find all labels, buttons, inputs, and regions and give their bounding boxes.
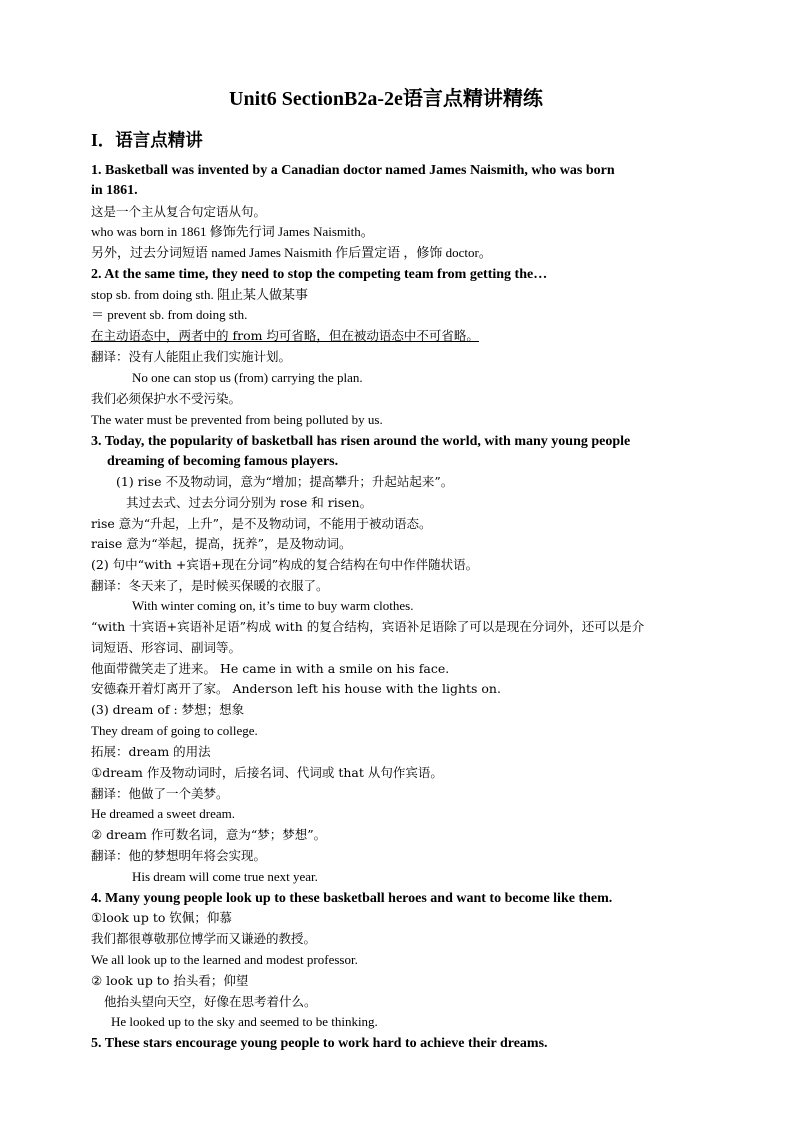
translation-prompt: 翻译：他做了一个美梦。: [91, 786, 229, 801]
note-line: 另外，过去分词短语 named James Naismith 作后置定语 ，修饰 doctor。: [91, 245, 492, 260]
example-sentence: They dream of going to college.: [91, 723, 258, 738]
question-3-line-2: dreaming of becoming famous players.: [107, 454, 339, 469]
question-3-line-1: 3. Today, the popularity of basketball has risen around the world, with many young people: [91, 434, 631, 449]
section-heading: I．语言点精讲: [91, 130, 203, 150]
example-pair: 安德森开着灯离开了家。 Anderson left his house with the lights on.: [91, 681, 501, 696]
translation-prompt: 翻译：冬天来了，是时候买保暖的衣服了。: [91, 578, 329, 593]
translation-prompt: 翻译：没有人能阻止我们实施计划。: [91, 349, 292, 364]
example-sentence: The water must be prevented from being polluted by us.: [91, 412, 383, 427]
example-chinese: 我们都很尊敬那位博学而又谦逊的教授。: [91, 931, 317, 946]
question-1-line-2: in 1861.: [91, 183, 138, 198]
example-sentence: No one can stop us (from) carrying the plan.: [132, 370, 363, 385]
note-line: ＝ prevent sb. from doing sth.: [91, 307, 248, 322]
question-2: 2. At the same time, they need to stop the competing team from getting the…: [91, 267, 548, 282]
example-pair: 他面带微笑走了进来。 He came in with a smile on his face.: [91, 661, 450, 676]
note-line: “with 十宾语+宾语补足语”构成 with 的复合结构，宾语补足语除了可以是现在分词外，还可以是介: [91, 619, 645, 634]
note-line: (2) 句中“with +宾语+现在分词”构成的复合结构在句中作伴随状语。: [91, 557, 479, 572]
question-1-line-1: 1. Basketball was invented by a Canadian doctor named James Naismith, who was born: [91, 163, 615, 178]
note-line: 词短语、形容词、副词等。: [91, 640, 242, 655]
example-sentence: He looked up to the sky and seemed to be thinking.: [111, 1014, 378, 1029]
note-line: ② dream 作可数名词，意为“梦；梦想”。: [91, 827, 327, 842]
example-chinese: 我们必须保护水不受污染。: [91, 391, 242, 406]
note-line: 其过去式、过去分词分别为 rose 和 risen。: [126, 495, 373, 510]
page-title: Unit6 SectionB2a-2e语言点精讲精练: [229, 88, 543, 110]
note-line: 拓展：dream 的用法: [91, 744, 211, 759]
note-line: ② look up to 抬头看；仰望: [91, 973, 249, 988]
question-4: 4. Many young people look up to these basketball heroes and want to become like them.: [91, 891, 613, 906]
question-5: 5. These stars encourage young people to work hard to achieve their dreams.: [91, 1036, 548, 1051]
example-sentence: His dream will come true next year.: [132, 869, 318, 884]
note-line: stop sb. from doing sth. 阻止某人做某事: [91, 287, 309, 302]
example-chinese: 他抬头望向天空，好像在思考着什么。: [104, 994, 317, 1009]
translation-prompt: 翻译：他的梦想明年将会实现。: [91, 848, 267, 863]
note-line: 这是一个主从复合句定语从句。: [91, 204, 267, 219]
example-sentence: With winter coming on, it’s time to buy warm clothes.: [132, 598, 414, 613]
note-line: who was born in 1861 修饰先行词 James Naismith。: [91, 224, 374, 239]
note-line: raise 意为“举起，提高，抚养”，是及物动词。: [91, 536, 352, 551]
example-sentence: We all look up to the learned and modest professor.: [91, 952, 358, 967]
underlined-note: 在主动语态中，两者中的 from 均可省略，但在被动语态中不可省略。: [91, 328, 479, 343]
note-line: ①look up to 钦佩；仰慕: [91, 910, 232, 925]
note-line: (3) dream of : 梦想；想象: [91, 702, 245, 717]
example-sentence: He dreamed a sweet dream.: [91, 806, 236, 821]
note-line: ①dream 作及物动词时，后接名词、代词或 that 从句作宾语。: [91, 765, 443, 780]
note-line: rise 意为“升起，上升”，是不及物动词，不能用于被动语态。: [91, 516, 432, 531]
note-line: (1) rise 不及物动词，意为“增加；提高攀升；升起站起来”。: [116, 474, 454, 489]
